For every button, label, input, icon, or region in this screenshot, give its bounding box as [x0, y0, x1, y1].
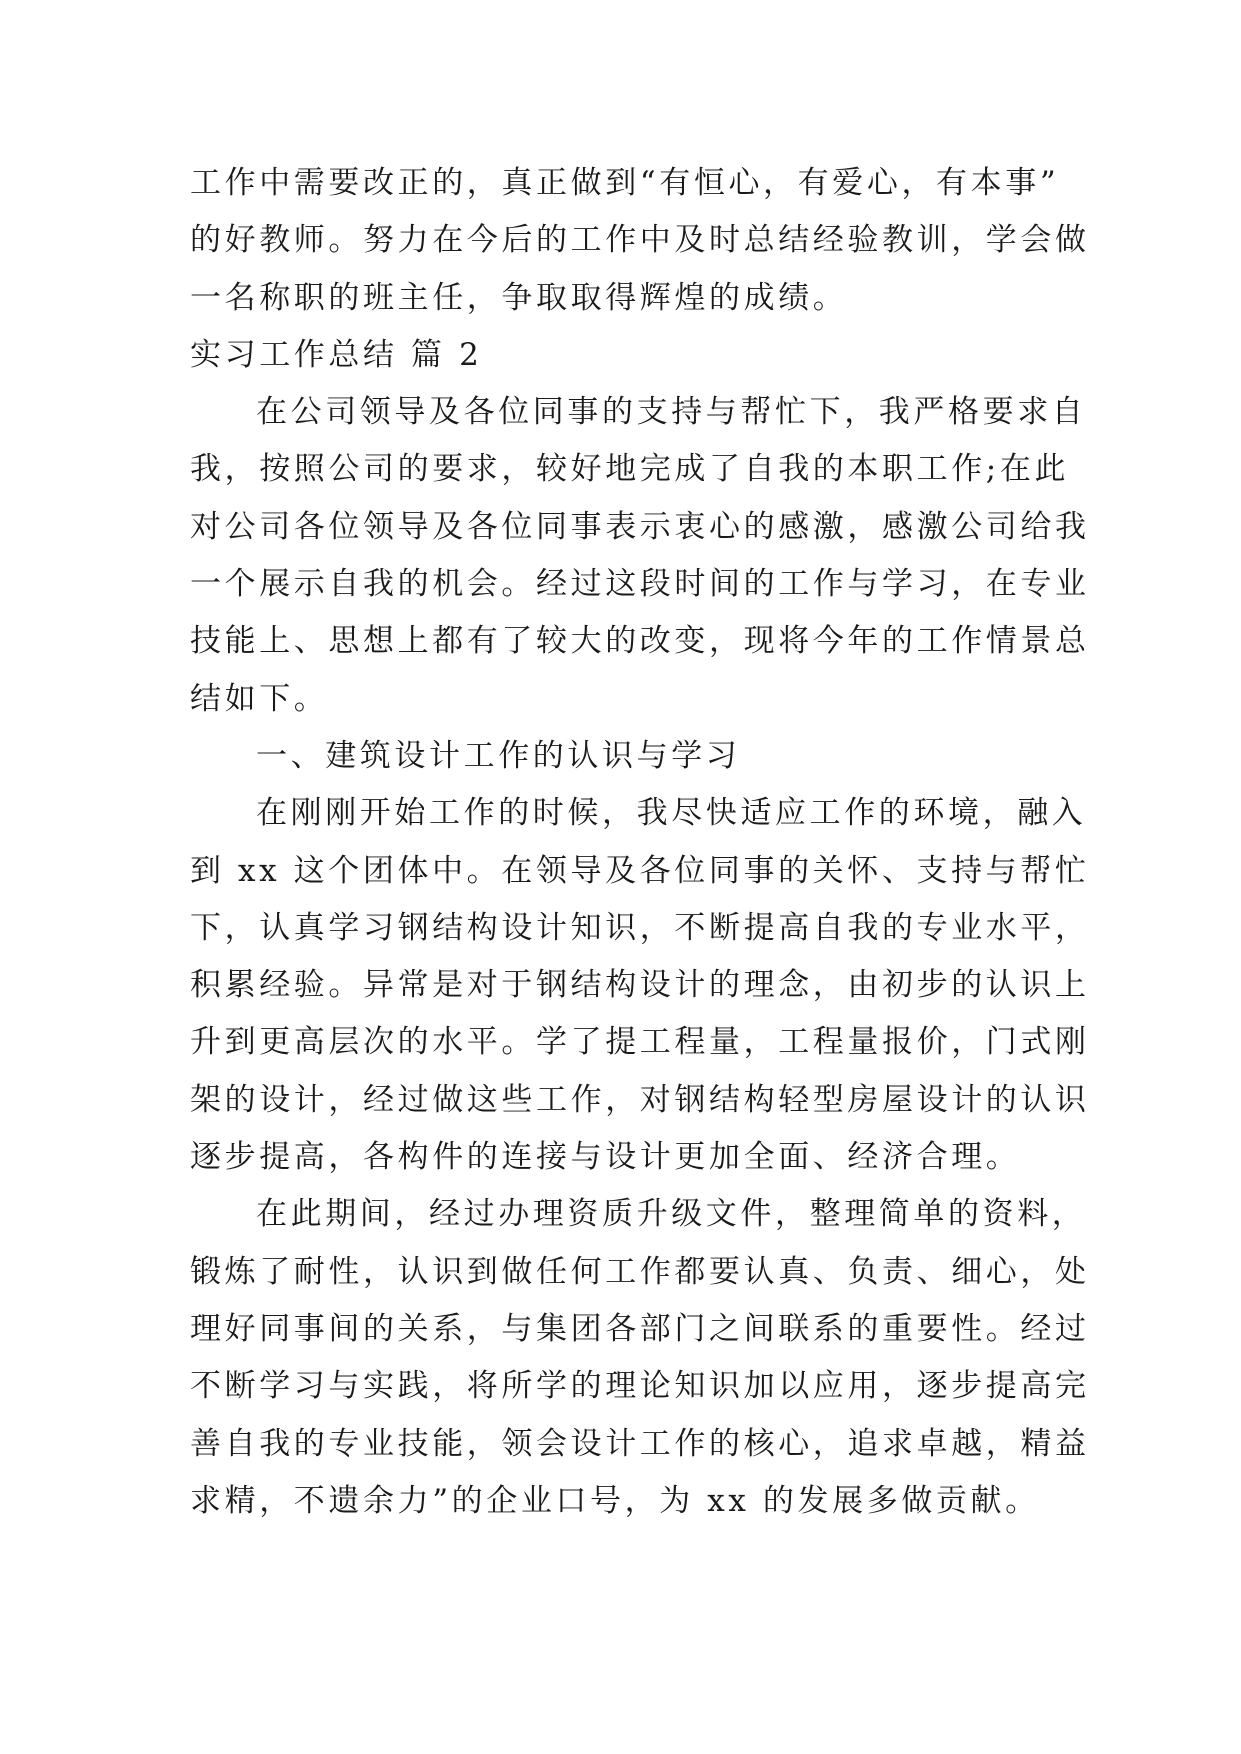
text-line: 逐步提高，各构件的连接与设计更加全面、经济合理。 — [190, 1139, 1021, 1176]
text-line: 在公司领导及各位同事的支持与帮忙下，我严格要求自 — [256, 394, 1087, 431]
text-line: 技能上、思想上都有了较大的改变，现将今年的工作情景总 — [190, 623, 1090, 660]
text-line: 升到更高层次的水平。学了提工程量，工程量报价，门式刚 — [190, 1024, 1090, 1061]
text-line: 求精，不遗余力”的企业口号，为 xx 的发展多做贡献。 — [190, 1482, 1040, 1519]
text-line: 工作中需要改正的，真正做到“有恒心，有爱心，有本事” — [190, 165, 1060, 201]
text-line: 下，认真学习钢结构设计知识，不断提高自我的专业水平， — [190, 909, 1090, 946]
text-line: 到 xx 这个团体中。在领导及各位同事的关怀、支持与帮忙 — [190, 852, 1090, 889]
text-line: 积累经验。异常是对于钢结构设计的理念，由初步的认识上 — [190, 967, 1090, 1004]
document-body — [190, 155, 1090, 1530]
text-line: 善自我的专业技能，领会设计工作的核心，追求卓越，精益 — [190, 1425, 1090, 1462]
text-line: 架的设计，经过做这些工作，对钢结构轻型房屋设计的认识 — [190, 1081, 1090, 1118]
section-heading: 实习工作总结 篇 2 — [190, 336, 483, 373]
text-line: 锻炼了耐性，认识到做任何工作都要认真、负责、细心，处 — [190, 1253, 1090, 1290]
text-line: 一名称职的班主任，争取取得辉煌的成绩。 — [190, 279, 848, 316]
text-line: 的好教师。努力在今后的工作中及时总结经验教训，学会做 — [190, 222, 1090, 259]
text-line: 对公司各位领导及各位同事表示衷心的感激，感激公司给我 — [190, 508, 1090, 545]
text-line: 在此期间，经过办理资质升级文件，整理简单的资料， — [256, 1196, 1087, 1233]
text-line: 一个展示自我的机会。经过这段时间的工作与学习，在专业 — [190, 566, 1090, 603]
text-line: 在刚刚开始工作的时候，我尽快适应工作的环境，融入 — [256, 795, 1087, 832]
text-line: 不断学习与实践，将所学的理论知识加以应用，逐步提高完 — [190, 1368, 1090, 1405]
text-line: 理好同事间的关系，与集团各部门之间联系的重要性。经过 — [190, 1310, 1090, 1347]
text-line: 结如下。 — [190, 680, 329, 717]
text-line: 我，按照公司的要求，较好地完成了自我的本职工作;在此 — [190, 451, 1070, 488]
subsection-heading: 一、建筑设计工作的认识与学习 — [256, 737, 741, 774]
